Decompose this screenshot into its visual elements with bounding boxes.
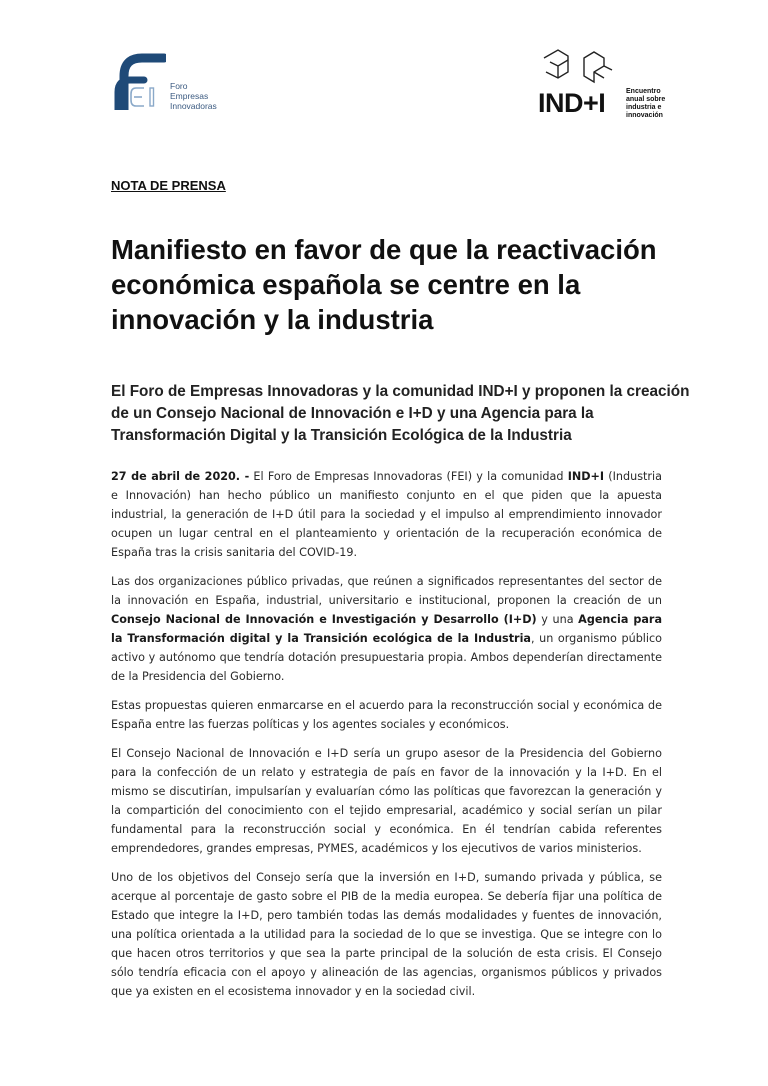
fei-logo-mark-icon <box>114 52 166 110</box>
paragraph-5: Uno de los objetivos del Consejo sería que la inversión en I+D, sumando privada y pública, se acerque al porcentaje de gasto sobre el PIB de la media europea. Se debería fijar una política de Estado que integre la I+D, pero también todas las demás modalidades y fuentes de innovación, una política orientada a la utilidad para la sociedad de lo que se investiga. Que se integre con lo que hacen otros territorios y que sea la parte principal de la solución de esta crisis. El Consejo sólo tendría eficacia con el apoyo y alineación de las agencias, organismos públicos y privados que ya existen en el ecosistema innovador y en la sociedad civil. <box>111 871 662 998</box>
ind-logo <box>538 48 678 118</box>
p1-text-2: (Industria e Innovación) han hecho público un manifiesto conjunto en el que piden que la apuesta industrial, la generación de I+D útil para la sociedad y el impulso al emprendimiento innovador ocupen un lugar central en el planteamiento y orientación de la recuperación económica de España tras la crisis sanitaria del COVID-19. <box>111 470 662 559</box>
document-body <box>111 467 662 1011</box>
cubes-icon <box>542 48 614 84</box>
p2-text-1: Las dos organizaciones público privadas, que reúnen a significados representantes del sector de la innovación en España, industrial, universitario e institucional, proponen la creación de un <box>111 575 662 607</box>
paragraph-3: Estas propuestas quieren enmarcarse en el acuerdo para la reconstrucción social y económica de España entre las fuerzas políticas y los agentes sociales y económicos. <box>111 699 662 731</box>
paragraph-4: El Consejo Nacional de Innovación e I+D sería un grupo asesor de la Presidencia del Gobierno para la confección de un relato y estrategia de país en favor de la innovación y la I+D. En el mismo se discutirían, impulsarían y evaluarían cómo las políticas que favorezcan la generación y la compartición del conocimiento con el tejido empresarial, académico y social serían un pilar fundamental para la reconstrucción social y económica. En él tendrían cabida referentes emprendedores, grandes empresas, PYMES, académicos y los ejecutivos de varios ministerios. <box>111 747 662 855</box>
ind-line-3: industria e <box>626 104 662 111</box>
ind-line-2: anual sobre <box>626 96 666 103</box>
fei-line-1: Foro <box>170 81 188 91</box>
press-release-label: NOTA DE PRENSA <box>111 178 226 193</box>
press-date: 27 de abril de 2020. - <box>111 470 250 483</box>
ind-logo-subtitle <box>626 88 665 120</box>
ind-line-1: Encuentro <box>626 88 661 95</box>
paragraph-2 <box>111 572 662 686</box>
p2-bold-1: Consejo Nacional de Innovación e Investigación y Desarrollo (I+D) <box>111 613 537 626</box>
page-subtitle: El Foro de Empresas Innovadoras y la comunidad IND+I y proponen la creación de un Consejo Nacional de Innovación e I+D y una Agencia para la Transformación Digital y la Transición Ecológica de la Industria <box>111 383 690 444</box>
p2-text-2: y una <box>536 613 579 626</box>
ind-logo-title: IND+I <box>538 88 606 118</box>
fei-logo <box>114 52 234 110</box>
p1-text-1: El Foro de Empresas Innovadoras (FEI) y la comunidad <box>249 470 568 483</box>
p2-bold-2: Agencia para la Transformación digital y la Transición ecológica de la Industria <box>111 613 662 645</box>
fei-line-3: Innovadoras <box>170 101 217 111</box>
fei-logo-text <box>170 81 217 111</box>
p1-bold-1: IND+I <box>567 470 605 483</box>
paragraph-1 <box>111 467 662 562</box>
page-title: Manifiesto en favor de que la reactivación económica española se centre en la innovación y la industria <box>111 234 657 335</box>
ind-line-4: innovación <box>626 112 663 119</box>
p2-text-3: , un organismo público activo y autónomo que tendría dotación presupuestaria propia. Ambos dependerían directamente de la Presidencia del Gobierno. <box>111 632 663 683</box>
fei-line-2: Empresas <box>170 91 209 101</box>
